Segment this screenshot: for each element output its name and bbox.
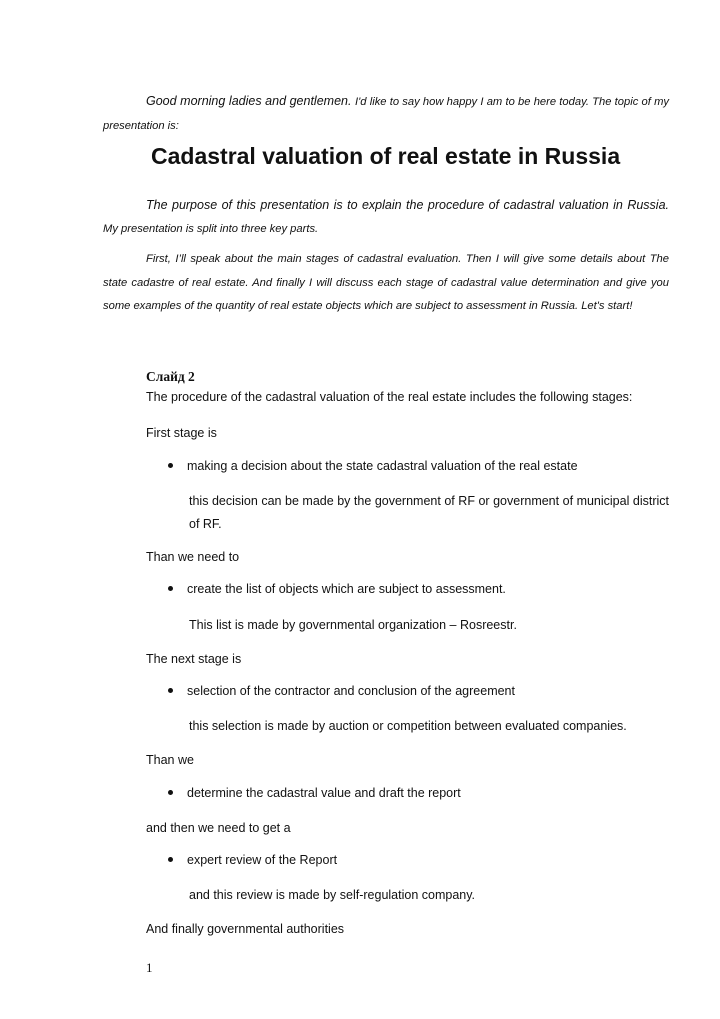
page-number: 1: [146, 960, 153, 975]
bullet-dot-icon: [168, 463, 173, 468]
stage-3-lead: The next stage is: [146, 652, 242, 666]
slide-label: Слайд 2: [146, 369, 195, 384]
stage-2-bullet: [168, 582, 506, 596]
stage-2-bullet-text: create the list of objects which are subject to assessment.: [187, 582, 506, 596]
stage-5-lead: and then we need to get a: [146, 821, 291, 835]
stage-4-bullet-text: determine the cadastral value and draft the report: [187, 786, 461, 800]
stage-5-detail: and this review is made by self-regulation company.: [189, 888, 476, 902]
intro-greeting: Good morning ladies and gentlemen.: [146, 94, 352, 108]
stage-2-lead: Than we need to: [146, 550, 240, 564]
stage-5-bullet: [168, 853, 337, 867]
stage-5-bullet-text: expert review of the Report: [187, 853, 338, 867]
stage-3-bullet-text: selection of the contractor and conclusion of the agreement: [187, 684, 515, 698]
stage-4-bullet: [168, 786, 461, 800]
page-title: Cadastral valuation of real estate in Russia: [151, 143, 621, 169]
stage-3-bullet: [168, 684, 515, 698]
closing-text: And finally governmental authorities: [146, 922, 345, 936]
stage-1-bullet: [168, 459, 578, 473]
intro-greeting-rest: I'd like to say how happy I am to be here today. The topic of my presentation is:: [103, 96, 669, 132]
stage-1-detail: this decision can be made by the government of RF or government of municipal district of RF.: [189, 494, 669, 531]
parts-paragraph: First, I’ll speak about the main stages of cadastral evaluation. Then I will give some details about The state cadastre of real estate. And finally I will discuss each stage of cadastral value determination and give you some examples of the quantity of real estate objects which are subject to assessment in Russia. Let's start!: [103, 253, 669, 312]
purpose-small: My presentation is split into three key parts.: [103, 223, 319, 235]
intro-paragraph: [103, 90, 669, 138]
bullet-dot-icon: [168, 586, 173, 591]
stage-1-bullet-text: making a decision about the state cadastral valuation of the real estate: [187, 459, 578, 473]
purpose-paragraph: [103, 194, 669, 241]
procedure-text: The procedure of the cadastral valuation of the real estate includes the following stages:: [146, 390, 633, 404]
purpose-main: The purpose of this presentation is to explain the procedure of cadastral valuation in Russia.: [146, 198, 669, 212]
bullet-dot-icon: [168, 688, 173, 693]
stage-3-detail: this selection is made by auction or competition between evaluated companies.: [189, 719, 627, 733]
bullet-dot-icon: [168, 790, 173, 795]
stage-4-lead: Than we: [146, 753, 194, 767]
bullet-dot-icon: [168, 857, 173, 862]
stage-1-lead: First stage is: [146, 426, 217, 440]
stage-2-detail: This list is made by governmental organization – Rosreestr.: [189, 618, 517, 632]
